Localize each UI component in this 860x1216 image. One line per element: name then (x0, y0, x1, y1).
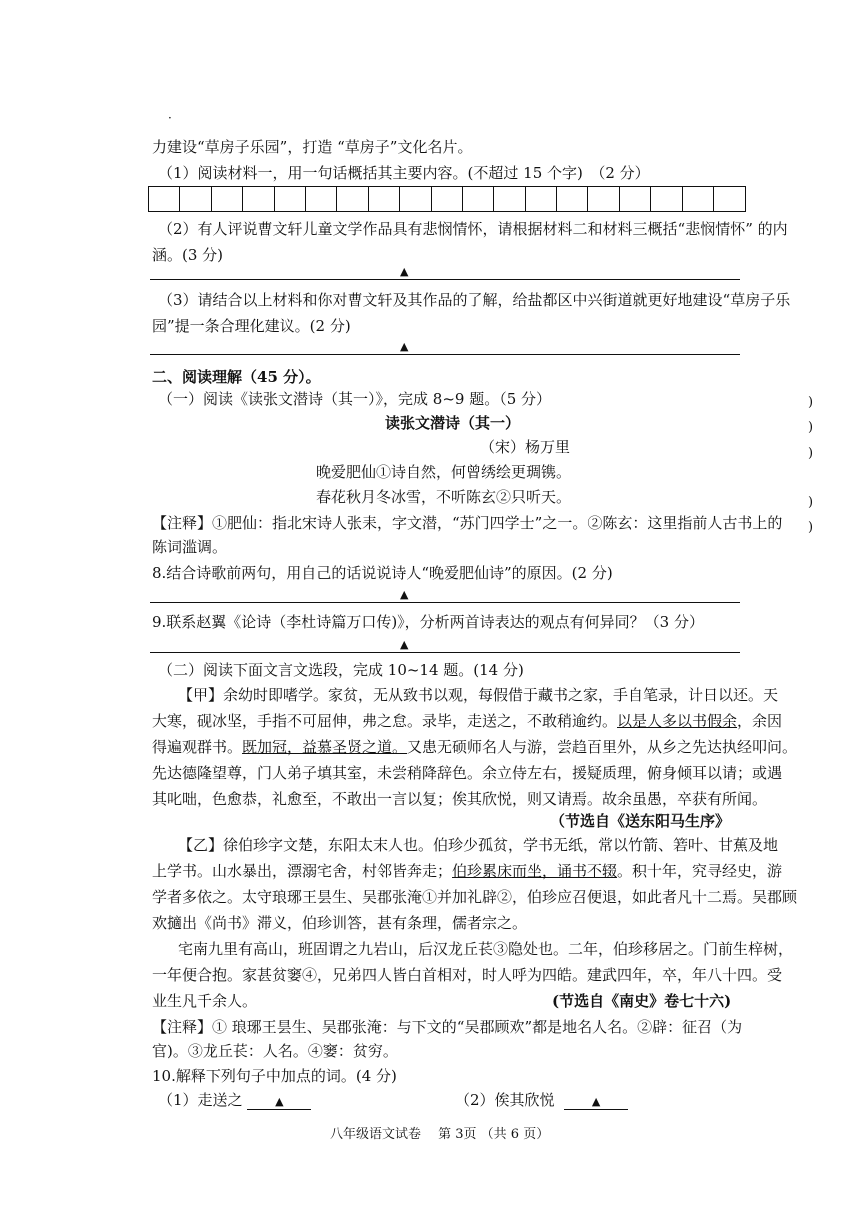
grid-cell[interactable] (588, 187, 619, 211)
grid-cell[interactable] (683, 187, 714, 211)
question-2: （2）有人评说曹文轩儿童文学作品具有悲悯情怀，请根据材料二和材料三概括“悲悯情怀” 的内 (158, 220, 788, 238)
poem-line-2: 春花秋月冬冰雪，不听陈玄②只听天。 (316, 488, 572, 506)
source-citation: （节选自《送东阳马生序》 (550, 812, 731, 830)
answer-line[interactable] (150, 652, 740, 653)
text-span: 。积十年，究寻经史，游 (617, 862, 783, 880)
passage-jia-line (152, 737, 797, 757)
grid-cell[interactable] (212, 187, 243, 211)
passage-yi-line: 欢擿出《尚书》滞义，伯珍训答，甚有条理，儒者宗之。 (152, 914, 528, 932)
passage-yi-line: 宅南九里有高山，班固谓之九岩山，后汉龙丘苌③隐处也。二年，伯珍移居之。门前生梓树， (178, 940, 794, 958)
underlined-sentence: 伯珍累床而坐，诵书不辍 (452, 862, 618, 880)
top-mark: · (168, 111, 172, 125)
source-citation: (节选自《南史》卷七十六) (552, 992, 732, 1010)
answer-marker-icon: ▲ (400, 588, 409, 601)
text-line: 力建设“草房子乐园”，打造 “草房子”文化名片。 (152, 138, 473, 156)
text-span: ，余因 (737, 712, 783, 730)
underlined-sentence: 既加冠，益慕圣贤之道。 (242, 738, 408, 756)
grid-cell[interactable] (463, 187, 494, 211)
grid-cell[interactable] (714, 187, 745, 211)
question-8: 8.结合诗歌前两句，用自己的话说说诗人“晚爱肥仙诗”的原因。(2 分) (152, 564, 613, 582)
note-1: 【注释】①肥仙：指北宋诗人张耒，字文潜，“苏门四学士”之一。②陈玄：这里指前人古书上的 (152, 514, 783, 532)
answer-grid[interactable] (148, 186, 746, 212)
grid-cell[interactable] (337, 187, 368, 211)
grid-cell[interactable] (557, 187, 588, 211)
passage-yi-line: 业生凡千余人。 (152, 992, 258, 1010)
answer-blank[interactable]: ▲ (247, 1095, 311, 1110)
question-1: （1）阅读材料一，用一句话概括其主要内容。(不超过 15 个字) （2 分） (158, 164, 650, 182)
edge-mark: ) (808, 395, 814, 410)
answer-marker-icon: ▲ (400, 265, 409, 278)
grid-cell[interactable] (369, 187, 400, 211)
poem-line-1: 晚爱肥仙①诗自然，何曾绣绘更琱镌。 (316, 463, 572, 481)
page-footer: 八年级语文试卷 第 3页 （共 6 页） (330, 1127, 550, 1142)
grid-cell[interactable] (180, 187, 211, 211)
text-span: 得遍观群书。 (152, 738, 243, 756)
grid-cell[interactable] (651, 187, 682, 211)
edge-mark: ) (808, 446, 814, 461)
note-2-cont: 官)。③龙丘苌：人名。④窭：贫穷。 (152, 1042, 398, 1060)
answer-line[interactable] (150, 602, 740, 603)
grid-cell[interactable] (526, 187, 557, 211)
text-span: （2）俟其欣悦 (455, 1091, 555, 1109)
underlined-sentence: 以是人多以书假余 (617, 712, 738, 730)
grid-cell[interactable] (306, 187, 337, 211)
passage-yi-line: 【乙】徐伯珍字文楚，东阳太末人也。伯珍少孤贫，学书无纸，常以竹箭、箬叶、甘蕉及地 (178, 836, 779, 854)
question-3-cont: 园”提一条合理化建议。(2 分) (152, 317, 351, 335)
question-2-cont: 涵。(3 分) (152, 246, 224, 264)
question-9: 9.联系赵翼《论诗（李杜诗篇万口传)》，分析两首诗表达的观点有何异同？（3 分） (152, 613, 704, 631)
passage-yi-line (152, 861, 782, 881)
grid-cell[interactable] (620, 187, 651, 211)
edge-mark: ) (808, 520, 814, 535)
text-span: 又患无硕师名人与游，尝趋百里外，从乡之先达执经叩问。 (407, 738, 798, 756)
question-3: （3）请结合以上材料和你对曹文轩及其作品的了解，给盐都区中兴街道就更好地建设“草房子乐 (158, 291, 791, 309)
text-span: （1）走送之 (158, 1091, 243, 1109)
answer-line[interactable] (150, 354, 740, 355)
note-1-cont: 陈词滥调。 (152, 538, 228, 556)
passage-jia-line: 【甲】余幼时即嗜学。家贫，无从致书以观，每假借于藏书之家，手自笔录，计日以还。天 (178, 686, 779, 704)
question-10-2 (455, 1090, 628, 1110)
passage-yi-line: 一年便合抱。家甚贫窭④，兄弟四人皆白首相对，时人呼为四皓。建武四年，卒，年八十四。受 (152, 966, 783, 984)
passage-jia-line: 其叱咄，色愈恭，礼愈至，不敢出一言以复；俟其欣悦，则又请焉。故余虽愚，卒获有所闻。 (152, 790, 768, 808)
answer-marker-icon: ▲ (400, 638, 409, 651)
passage-jia-line (152, 711, 782, 731)
subsection-1: （一）阅读《读张文潜诗（其一）》，完成 8~9 题。（5 分） (158, 390, 552, 408)
edge-mark: ) (808, 420, 814, 435)
grid-cell[interactable] (400, 187, 431, 211)
section-heading: 二、阅读理解（45 分）。 (152, 368, 321, 386)
grid-cell[interactable] (243, 187, 274, 211)
answer-blank[interactable]: ▲ (564, 1095, 628, 1110)
passage-jia-line: 先达德隆望尊，门人弟子填其室，未尝稍降辞色。余立侍左右，援疑质理，俯身倾耳以请；或遇 (152, 764, 783, 782)
note-2: 【注释】① 琅琊王昙生、吴郡张淹：与下文的“吴郡顾欢”都是地名人名。②辟：征召（为 (152, 1018, 743, 1036)
passage-yi-line: 学者多依之。太守琅琊王昙生、吴郡张淹①并加礼辟②，伯珍应召便退，如此者凡十二焉。吴郡顾 (152, 888, 798, 906)
grid-cell[interactable] (149, 187, 180, 211)
question-10-1 (158, 1090, 311, 1110)
question-10: 10.解释下列句子中加点的词。(4 分) (152, 1067, 397, 1085)
edge-mark: ) (808, 495, 814, 510)
grid-cell[interactable] (494, 187, 525, 211)
subsection-2: （二）阅读下面文言文选段，完成 10~14 题。(14 分) (158, 661, 524, 679)
text-span: 上学书。山水暴出，漂溺宅舍，村邻皆奔走； (152, 862, 453, 880)
poem-title: 读张文潜诗（其一） (385, 414, 521, 432)
poem-author: （宋）杨万里 (480, 438, 571, 456)
text-span: 大寒，砚冰坚，手指不可屈伸，弗之怠。录毕，走送之，不敢稍逾约。 (152, 712, 618, 730)
grid-cell[interactable] (275, 187, 306, 211)
grid-cell[interactable] (432, 187, 463, 211)
answer-marker-icon: ▲ (400, 340, 409, 353)
answer-line[interactable] (150, 279, 740, 280)
